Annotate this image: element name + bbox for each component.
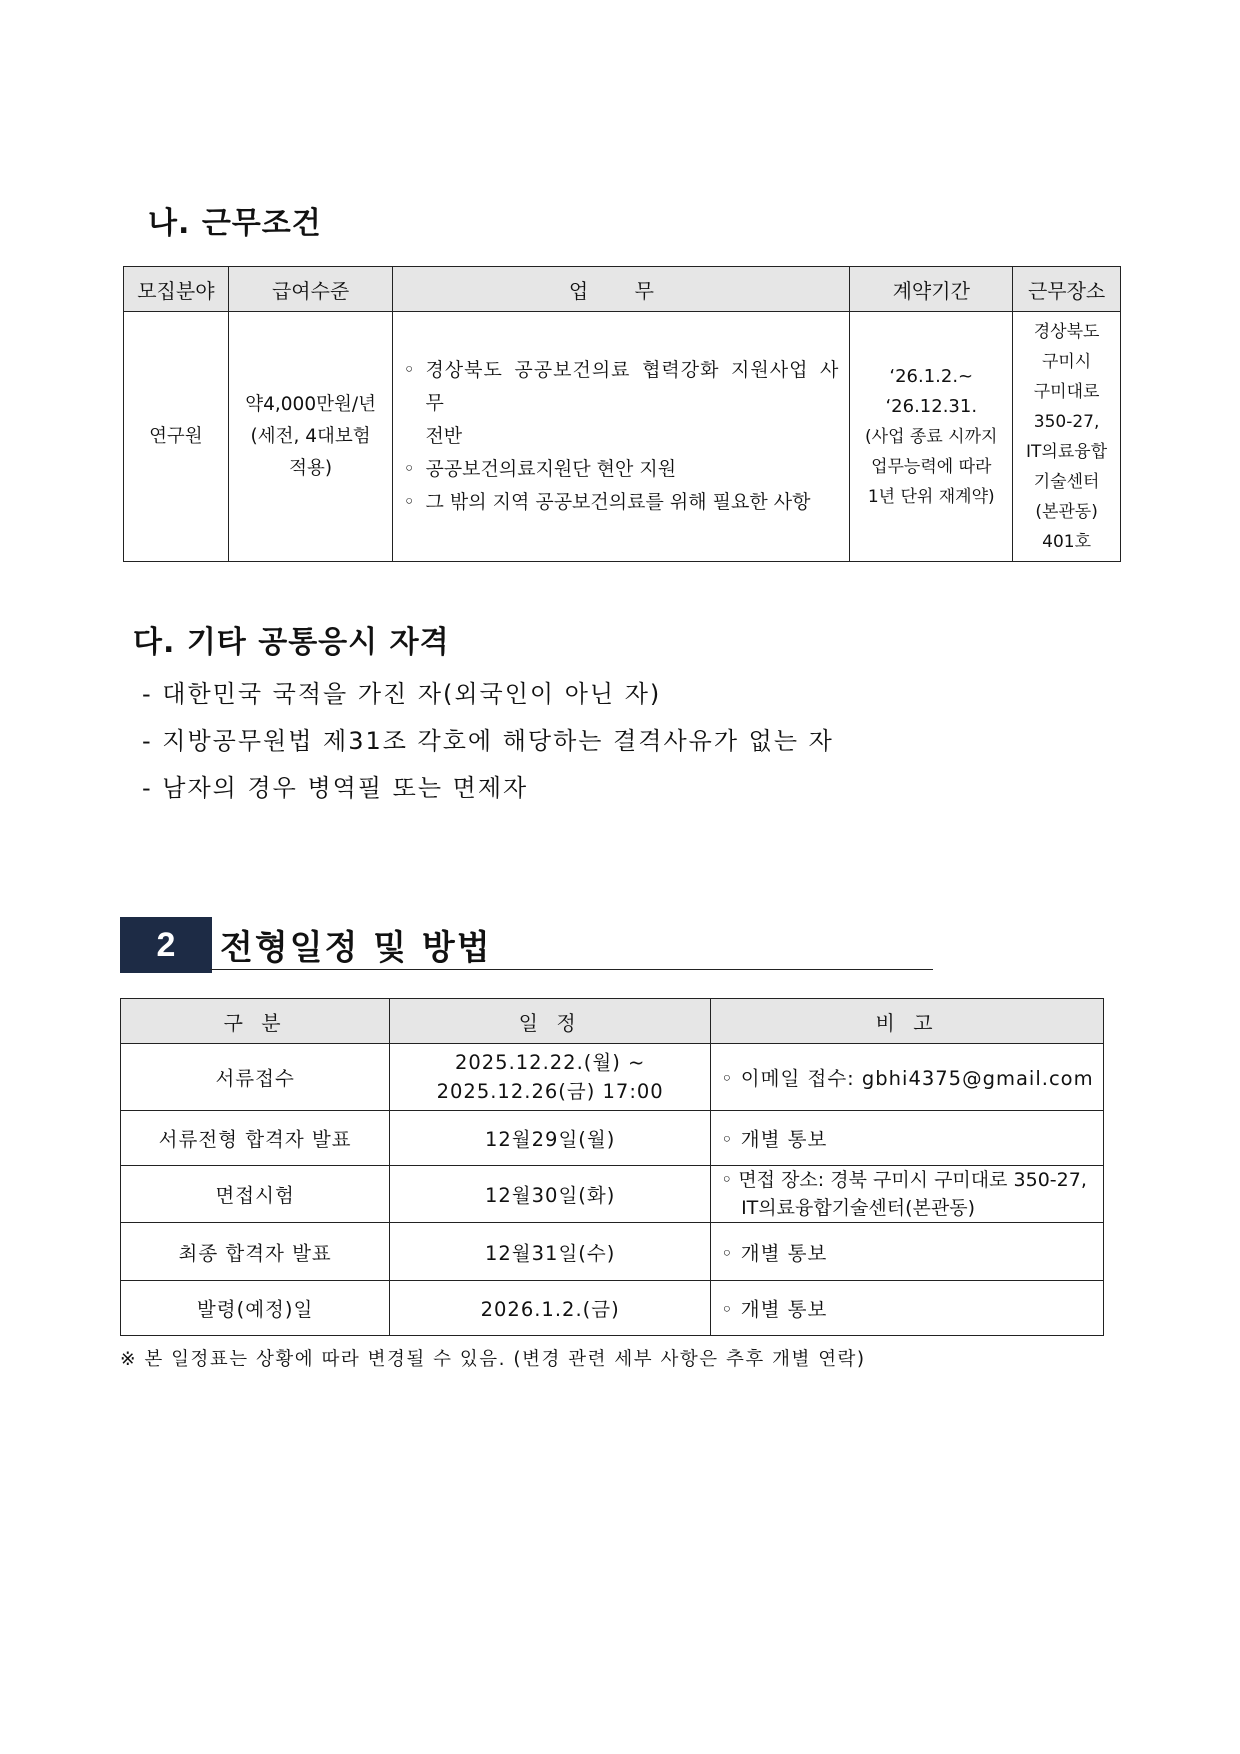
period-start: ‘26.1.2.~ bbox=[889, 365, 974, 387]
bullet: ◦ bbox=[403, 491, 415, 513]
bullet: ◦ bbox=[403, 458, 415, 480]
note-cell: ◦ 개별 통보 bbox=[711, 1223, 1104, 1281]
duty-item bbox=[403, 486, 839, 519]
place-line: 기술센터 bbox=[1033, 471, 1100, 492]
place-line: (본관동) bbox=[1035, 501, 1098, 522]
place-cell bbox=[1013, 312, 1121, 562]
place-line: IT의료융합 bbox=[1026, 441, 1108, 462]
note-cell: ◦ 개별 통보 bbox=[711, 1281, 1104, 1336]
period-note: 업무능력에 따라 bbox=[871, 456, 992, 477]
period-note: (사업 종료 시까지 bbox=[865, 426, 998, 447]
list-item: - 남자의 경우 병역필 또는 면제자 bbox=[142, 774, 529, 802]
place-line: 경상북도 bbox=[1033, 321, 1100, 342]
duty-cell bbox=[393, 312, 850, 562]
table-row bbox=[121, 1044, 1104, 1111]
duty-line: 전반 bbox=[425, 425, 463, 447]
table-row bbox=[121, 1281, 1104, 1336]
schedule-footnote: ※ 본 일정표는 상황에 따라 변경될 수 있음. (변경 관련 세부 사항은 추후 개별 연락) bbox=[120, 1349, 866, 1370]
schedule-cell: 12월29일(월) bbox=[390, 1111, 711, 1166]
header-field: 모집분야 bbox=[124, 267, 229, 312]
duty-item bbox=[403, 354, 839, 453]
field-cell bbox=[124, 312, 229, 562]
place-line: 구미대로 bbox=[1033, 381, 1100, 402]
schedule-cell bbox=[390, 1044, 711, 1111]
note-line: ◦ 면접 장소: 경북 구미시 구미대로 350-27, bbox=[721, 1169, 1087, 1191]
table-header-row bbox=[124, 267, 1121, 312]
salary-line: 적용) bbox=[289, 457, 333, 479]
table-row bbox=[124, 312, 1121, 562]
section-na-title: 나. 근무조건 bbox=[148, 206, 322, 241]
list-item: - 대한민국 국적을 가진 자(외국인이 아닌 자) bbox=[142, 680, 662, 708]
period-cell bbox=[850, 312, 1013, 562]
period-note: 1년 단위 재계약) bbox=[867, 486, 995, 507]
section-title-underline bbox=[210, 969, 933, 970]
schedule-cell: 12월31일(수) bbox=[390, 1223, 711, 1281]
category-cell: 면접시험 bbox=[121, 1166, 390, 1223]
schedule-line: 2025.12.26(금) 17:00 bbox=[436, 1080, 664, 1103]
duty-text bbox=[425, 354, 839, 453]
note-cell: ◦ 개별 통보 bbox=[711, 1111, 1104, 1166]
category-cell: 최종 합격자 발표 bbox=[121, 1223, 390, 1281]
header-note: 비 고 bbox=[711, 999, 1104, 1044]
schedule-cell: 2026.1.2.(금) bbox=[390, 1281, 711, 1336]
salary-cell bbox=[228, 312, 393, 562]
table-row bbox=[121, 1223, 1104, 1281]
salary-line: 약4,000만원/년 bbox=[245, 393, 376, 415]
section-da-title: 다. 기타 공통응시 자격 bbox=[133, 625, 450, 660]
note-line: IT의료융합기술센터(본관동) bbox=[741, 1197, 976, 1219]
note-cell: ◦ 이메일 접수: gbhi4375@gmail.com bbox=[711, 1044, 1104, 1111]
header-duty: 업 무 bbox=[393, 267, 850, 312]
category-cell: 서류전형 합격자 발표 bbox=[121, 1111, 390, 1166]
header-salary: 급여수준 bbox=[228, 267, 393, 312]
table-header-row bbox=[121, 999, 1104, 1044]
work-conditions-table bbox=[123, 266, 1121, 562]
schedule-table bbox=[120, 998, 1104, 1336]
section2-title: 전형일정 및 방법 bbox=[220, 928, 492, 968]
category-cell: 서류접수 bbox=[121, 1044, 390, 1111]
list-item: - 지방공무원법 제31조 각호에 해당하는 결격사유가 없는 자 bbox=[142, 727, 834, 755]
salary-line: (세전, 4대보험 bbox=[250, 425, 371, 447]
duty-line: 경상북도 공공보건의료 협력강화 지원사업 사무 bbox=[425, 359, 840, 414]
field-value: 연구원 bbox=[149, 425, 203, 447]
header-period: 계약기간 bbox=[850, 267, 1013, 312]
place-line: 401호 bbox=[1042, 531, 1092, 552]
header-category: 구 분 bbox=[121, 999, 390, 1044]
schedule-cell: 12월30일(화) bbox=[390, 1166, 711, 1223]
table-row bbox=[121, 1111, 1104, 1166]
bullet: ◦ bbox=[403, 359, 415, 381]
place-line: 350-27, bbox=[1033, 411, 1100, 432]
header-place: 근무장소 bbox=[1013, 267, 1121, 312]
duty-item bbox=[403, 453, 839, 486]
period-end: ‘26.12.31. bbox=[885, 395, 978, 417]
duty-text: 그 밖의 지역 공공보건의료를 위해 필요한 사항 bbox=[425, 491, 811, 513]
section-number-badge: 2 bbox=[120, 917, 212, 973]
schedule-line: 2025.12.22.(월) ~ bbox=[454, 1051, 646, 1074]
duty-text: 공공보건의료지원단 현안 지원 bbox=[425, 458, 677, 480]
header-schedule: 일 정 bbox=[390, 999, 711, 1044]
category-cell: 발령(예정)일 bbox=[121, 1281, 390, 1336]
note-cell bbox=[711, 1166, 1104, 1223]
place-line: 구미시 bbox=[1041, 351, 1092, 372]
table-row bbox=[121, 1166, 1104, 1223]
qualification-list bbox=[142, 674, 834, 815]
